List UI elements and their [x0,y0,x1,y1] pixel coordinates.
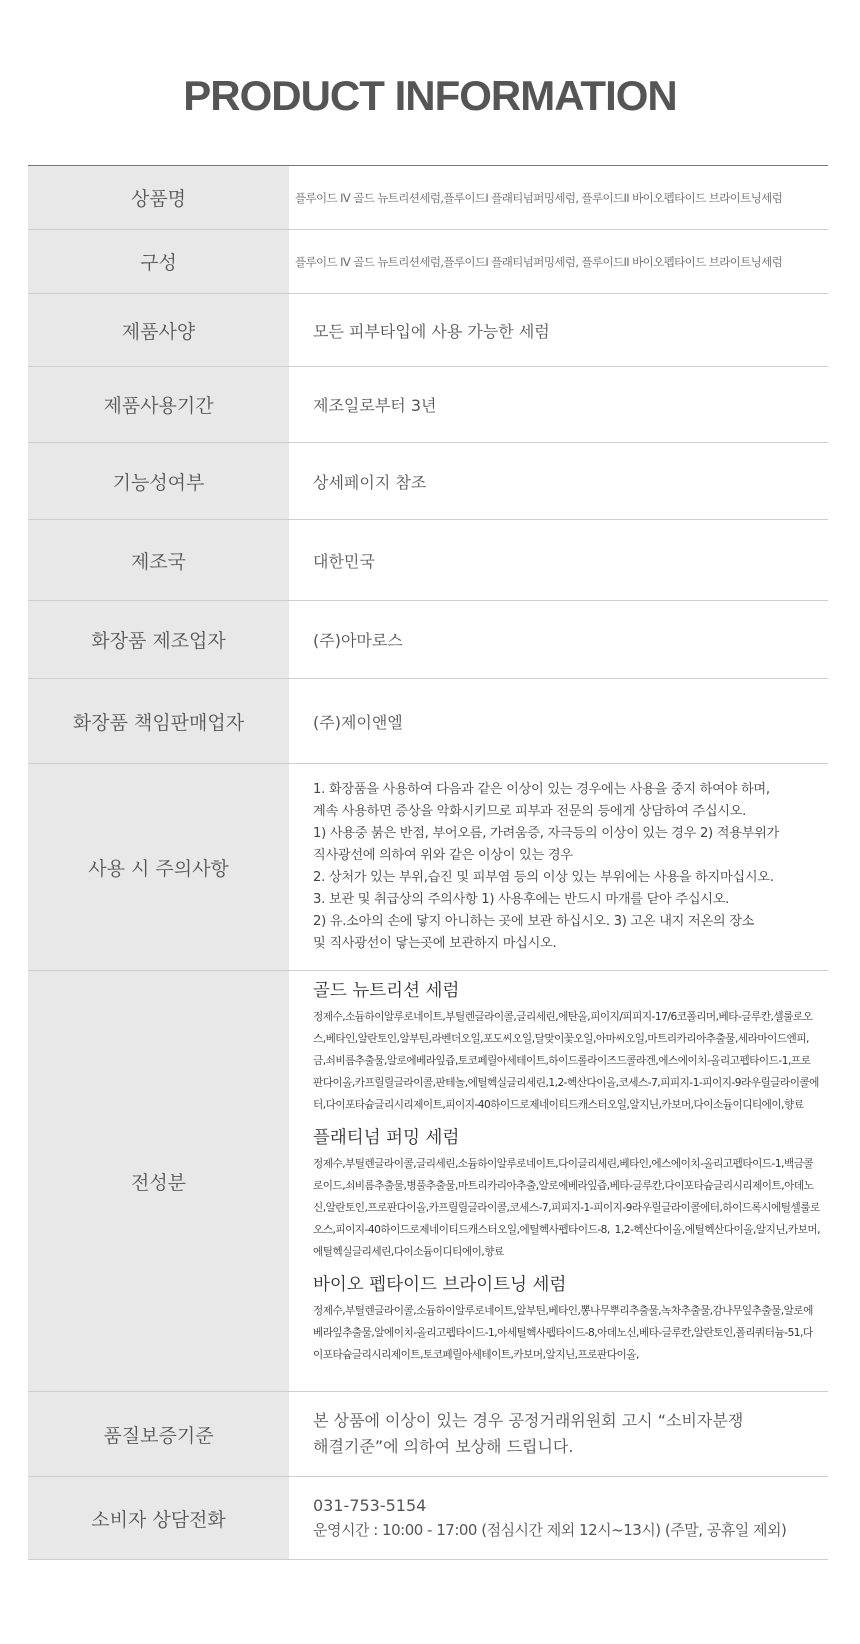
phone-info [289,1477,828,1559]
row-value: 모든 피부타입에 사용 가능한 세럼 [313,321,550,341]
row-label: 제조국 [28,520,289,600]
caution-line: 1. 화장품을 사용하여 다음과 같은 이상이 있는 경우에는 사용을 중지 하여야 하며, [313,782,770,797]
row-value: 플루이드 IV 골드 뉴트리션세럼,플루이드I 플래티넘퍼밍세럼, 플루이드II 바이오펩타이드 브라이트닝세럼 [295,254,783,269]
operating-hours: 운영시간 : 10:00 - 17:00 (점심시간 제외 12시~13시) (주말, 공휴일 제외) [313,1521,787,1539]
page-title: PRODUCT INFORMATION [183,72,677,119]
row-value: 상세페이지 참조 [313,472,427,492]
ingredient-section-text: 정제수,부틸렌글라이콜,소듐하이알루로네이트,알부틴,베타인,뽕나무뿌리추출물,녹차추출물,감나무잎추출물,알로에베라잎추출물,알에이치-올리고펩타이드-1,아세틸헥사펩타이드-8,아데노신,베타-글루칸,알란토인,폴리쿼터늄-51,다이포타슘글리시리제이트,토코페릴아세테이트,카보머,알지닌,프로판다이올, [313,1305,813,1361]
ingredient-section-title: 플래티넘 퍼밍 세럼 [313,1128,460,1148]
quality-line: 해결기준”에 의하여 보상해 드립니다. [313,1437,574,1456]
row-manufacturer [28,601,828,679]
row-value: 플루이드 IV 골드 뉴트리션세럼,플루이드I 플래티넘퍼밍세럼, 플루이드II 바이오펩타이드 브라이트닝세럼 [295,190,783,205]
row-value: 대한민국 [313,551,375,571]
row-quality [28,1392,828,1477]
ingredient-section-text: 정제수,소듐하이알루로네이트,부틸렌글라이콜,글리세린,에탄올,피이지/피피지-17/6코폴리머,베타-글루칸,셀룰로오스,베타인,알란토인,알부틴,라벤더오일,포도씨오일,달맞이꽃오일,아마씨오일,마트리카리아추출물,세라마이드엔피,금,쇠비름추출물,알로에베라잎즙,토코페릴아세테이트,하이드롤라이즈드콜라겐,에스에이치-올리고펩타이드-1,프로판다이올,카프릴릴글라이콜,판테놀,에틸헥실글리세린,1,2-헥산다이올,코세스-7,피피지-1-피이지-9라우릴글라이콜에터,다이포타슘글리시리제이트,피이지-40하이드로제네이티드캐스터오일,알지닌,카보머,다이소듐이디티에이,향료 [313,1011,819,1111]
ingredient-section-title: 바이오 펩타이드 브라이트닝 세럼 [313,1275,567,1295]
row-composition [28,230,828,294]
caution-line: 및 직사광선이 닿는곳에 보관하지 마십시오. [313,936,557,951]
row-label: 소비자 상담전화 [28,1477,289,1559]
row-value: 제조일로부터 3년 [313,396,437,415]
row-label: 화장품 제조업자 [28,601,289,678]
row-value: (주)제이앤엘 [313,712,403,732]
phone-number: 031-753-5154 [313,1496,427,1515]
row-spec [28,294,828,367]
row-label: 품질보증기준 [28,1392,289,1476]
row-label: 구성 [28,230,289,293]
caution-line: 2) 유.소아의 손에 닿지 아니하는 곳에 보관 하십시오. 3) 고온 내지 저온의 장소 [313,914,755,929]
row-label: 화장품 책임판매업자 [28,679,289,763]
row-label: 제품사양 [28,294,289,366]
row-ingredients [28,971,828,1392]
row-functional [28,443,828,520]
product-info-table [28,165,828,1560]
caution-line: 직사광선에 의하여 위와 같은 이상이 있는 경우 [313,848,573,863]
row-label: 제품사용기간 [28,367,289,442]
quality-text [289,1392,828,1476]
caution-line: 1) 사용중 붉은 반점, 부어오름, 가려움증, 자극등의 이상이 있는 경우 2) 적용부위가 [313,826,779,841]
row-period [28,367,828,443]
row-label: 전성분 [28,971,289,1391]
row-value: (주)아마로스 [313,631,403,650]
ingredient-section-text: 정제수,부틸렌글라이콜,글리세린,소듐하이알루로네이트,다이글리세린,베타인,에스에이치-올리고펩타이드-1,백금콜로이드,쇠비름추출물,병풀추출물,마트리카리아추출,알로에베라잎즙,베타-글루칸,다이포타슘글리시리제이트,아데노신,알란토인,프로판다이올,카프릴릴글라이콜,코세스-7,피피지-1-피이지-9라우릴글라이콜에터,하이드록시에틸셀룰로오스,피이지-40하이드로제네이티드캐스터오일,에틸헥사펩타이드-8, 1,2-헥산다이올,에틸헥산다이올,알지닌,카보머,에틸헥실글리세린,다이소듐이디티에이,향료 [313,1158,820,1258]
quality-line: 본 상품에 이상이 있는 경우 공정거래위원회 고시 “소비자분쟁 [313,1411,744,1430]
ingredient-section-title: 골드 뉴트리션 세럼 [313,981,460,1001]
row-label: 사용 시 주의사항 [28,764,289,970]
row-caution [28,764,828,971]
row-phone [28,1477,828,1560]
caution-line: 계속 사용하면 증상을 악화시키므로 피부과 전문의 등에게 상담하여 주십시오. [313,804,747,819]
row-seller [28,679,828,764]
row-label: 기능성여부 [28,443,289,519]
caution-line: 3. 보관 및 취급상의 주의사항 1) 사용후에는 반드시 마개를 닫아 주십시오. [313,892,730,907]
caution-text [289,764,828,970]
row-label: 상품명 [28,166,289,229]
row-country [28,520,828,601]
ingredients-list [289,971,828,1391]
caution-line: 2. 상처가 있는 부위,습진 및 피부염 등의 이상 있는 부위에는 사용을 하지마십시오. [313,870,774,885]
row-product-name [28,166,828,230]
